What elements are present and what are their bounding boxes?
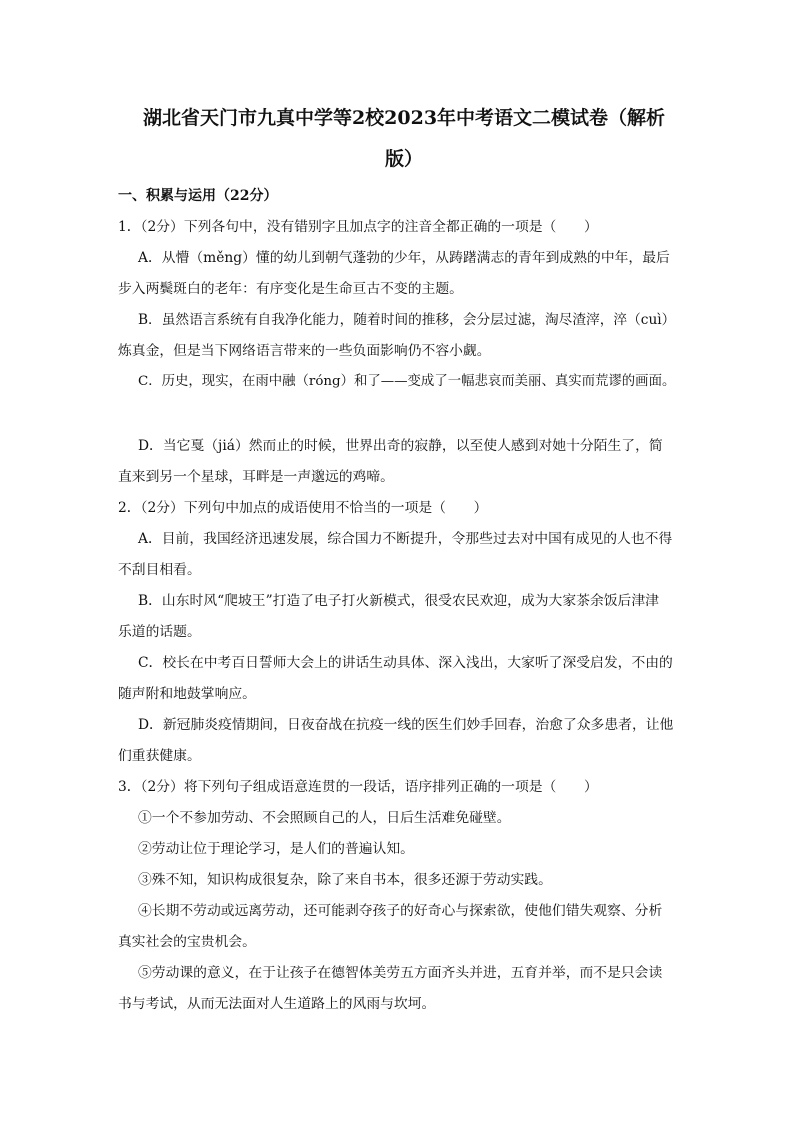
question-1-option-a: A．从懵（měng）懂的幼儿到朝气蓬勃的少年，从踌躇满志的青年到成熟的中年，最后 (138, 250, 670, 266)
question-3-stem: 3．（2分）将下列句子组成语意连贯的一段话，语序排列正确的一项是（ ） (118, 779, 598, 795)
question-1-option-d-cont: 直来到另一个星球，耳畔是一声邈远的鸡啼。 (118, 469, 394, 485)
question-3-sentence-2: ②劳动让位于理论学习，是人们的普遍认知。 (138, 841, 414, 857)
question-3-sentence-1: ①一个不参加劳动、不会照顾自己的人，日后生活难免碰壁。 (138, 810, 511, 826)
question-1-option-d: D．当它戛（jiá）然而止的时候，世界出奇的寂静，以至使人感到对她十分陌生了，简 (138, 438, 663, 454)
question-2-option-c-cont: 随声附和地鼓掌响应。 (118, 686, 256, 702)
question-1-option-b: B．虽然语言系统有自我净化能力，随着时间的推移，会分层过滤，淘尽渣滓，淬（cuì） (138, 312, 676, 328)
question-3-sentence-5-cont: 书与考试，从而无法面对人生道路上的风雨与坎坷。 (118, 996, 436, 1012)
question-2-option-b: B．山东时风“爬坡王”打造了电子打火新模式，很受农民欢迎，成为大家茶余饭后津津 (138, 593, 659, 609)
question-3-sentence-5: ⑤劳动课的意义，在于让孩子在德智体美劳五方面齐头并进，五育并举，而不是只会读 (138, 965, 663, 981)
question-1-option-c: C．历史，现实，在雨中融（róng）和了——变成了一幅悲哀而美丽、真实而荒谬的画面。 (138, 374, 676, 389)
question-1-option-a-cont: 步入两鬓斑白的老年：有序变化是生命亘古不变的主题。 (118, 281, 463, 297)
question-2-option-b-cont: 乐道的话题。 (118, 624, 201, 640)
exam-title-line1: 湖北省天门市九真中学等2校2023年中考语文二模试卷（解析 (142, 107, 666, 129)
question-3-sentence-4-cont: 真实社会的宝贵机会。 (118, 934, 256, 950)
question-2-option-c: C．校长在中考百日誓师大会上的讲话生动具体、深入浅出，大家听了深受启发，不由的 (138, 655, 673, 671)
question-2-option-a-cont: 不刮目相看。 (118, 562, 201, 578)
question-3-sentence-3: ③殊不知，知识构成很复杂，除了来自书本，很多还源于劳动实践。 (138, 872, 552, 888)
question-2-stem: 2．（2分）下列句中加点的成语使用不恰当的一项是（ ） (118, 500, 488, 516)
exam-title-line2: 版） (384, 148, 423, 170)
question-1-stem: 1．（2分）下列各句中，没有错别字且加点字的注音全都正确的一项是（ ） (118, 219, 598, 235)
section-heading: 一、积累与运用（22分） (118, 188, 278, 204)
question-2-option-d: D．新冠肺炎疫情期间，日夜奋战在抗疫一线的医生们妙手回春，治愈了众多患者，让他 (138, 717, 674, 733)
question-2-option-d-cont: 们重获健康。 (118, 748, 201, 764)
question-3-sentence-4: ④长期不劳动或远离劳动，还可能剥夺孩子的好奇心与探索欲，使他们错失观察、分析 (138, 903, 663, 919)
question-1-option-b-cont: 炼真金，但是当下网络语言带来的一些负面影响仍不容小觑。 (118, 343, 491, 359)
question-2-option-a: A．目前，我国经济迅速发展，综合国力不断提升，令那些过去对中国有成见的人也不得 (138, 531, 673, 547)
